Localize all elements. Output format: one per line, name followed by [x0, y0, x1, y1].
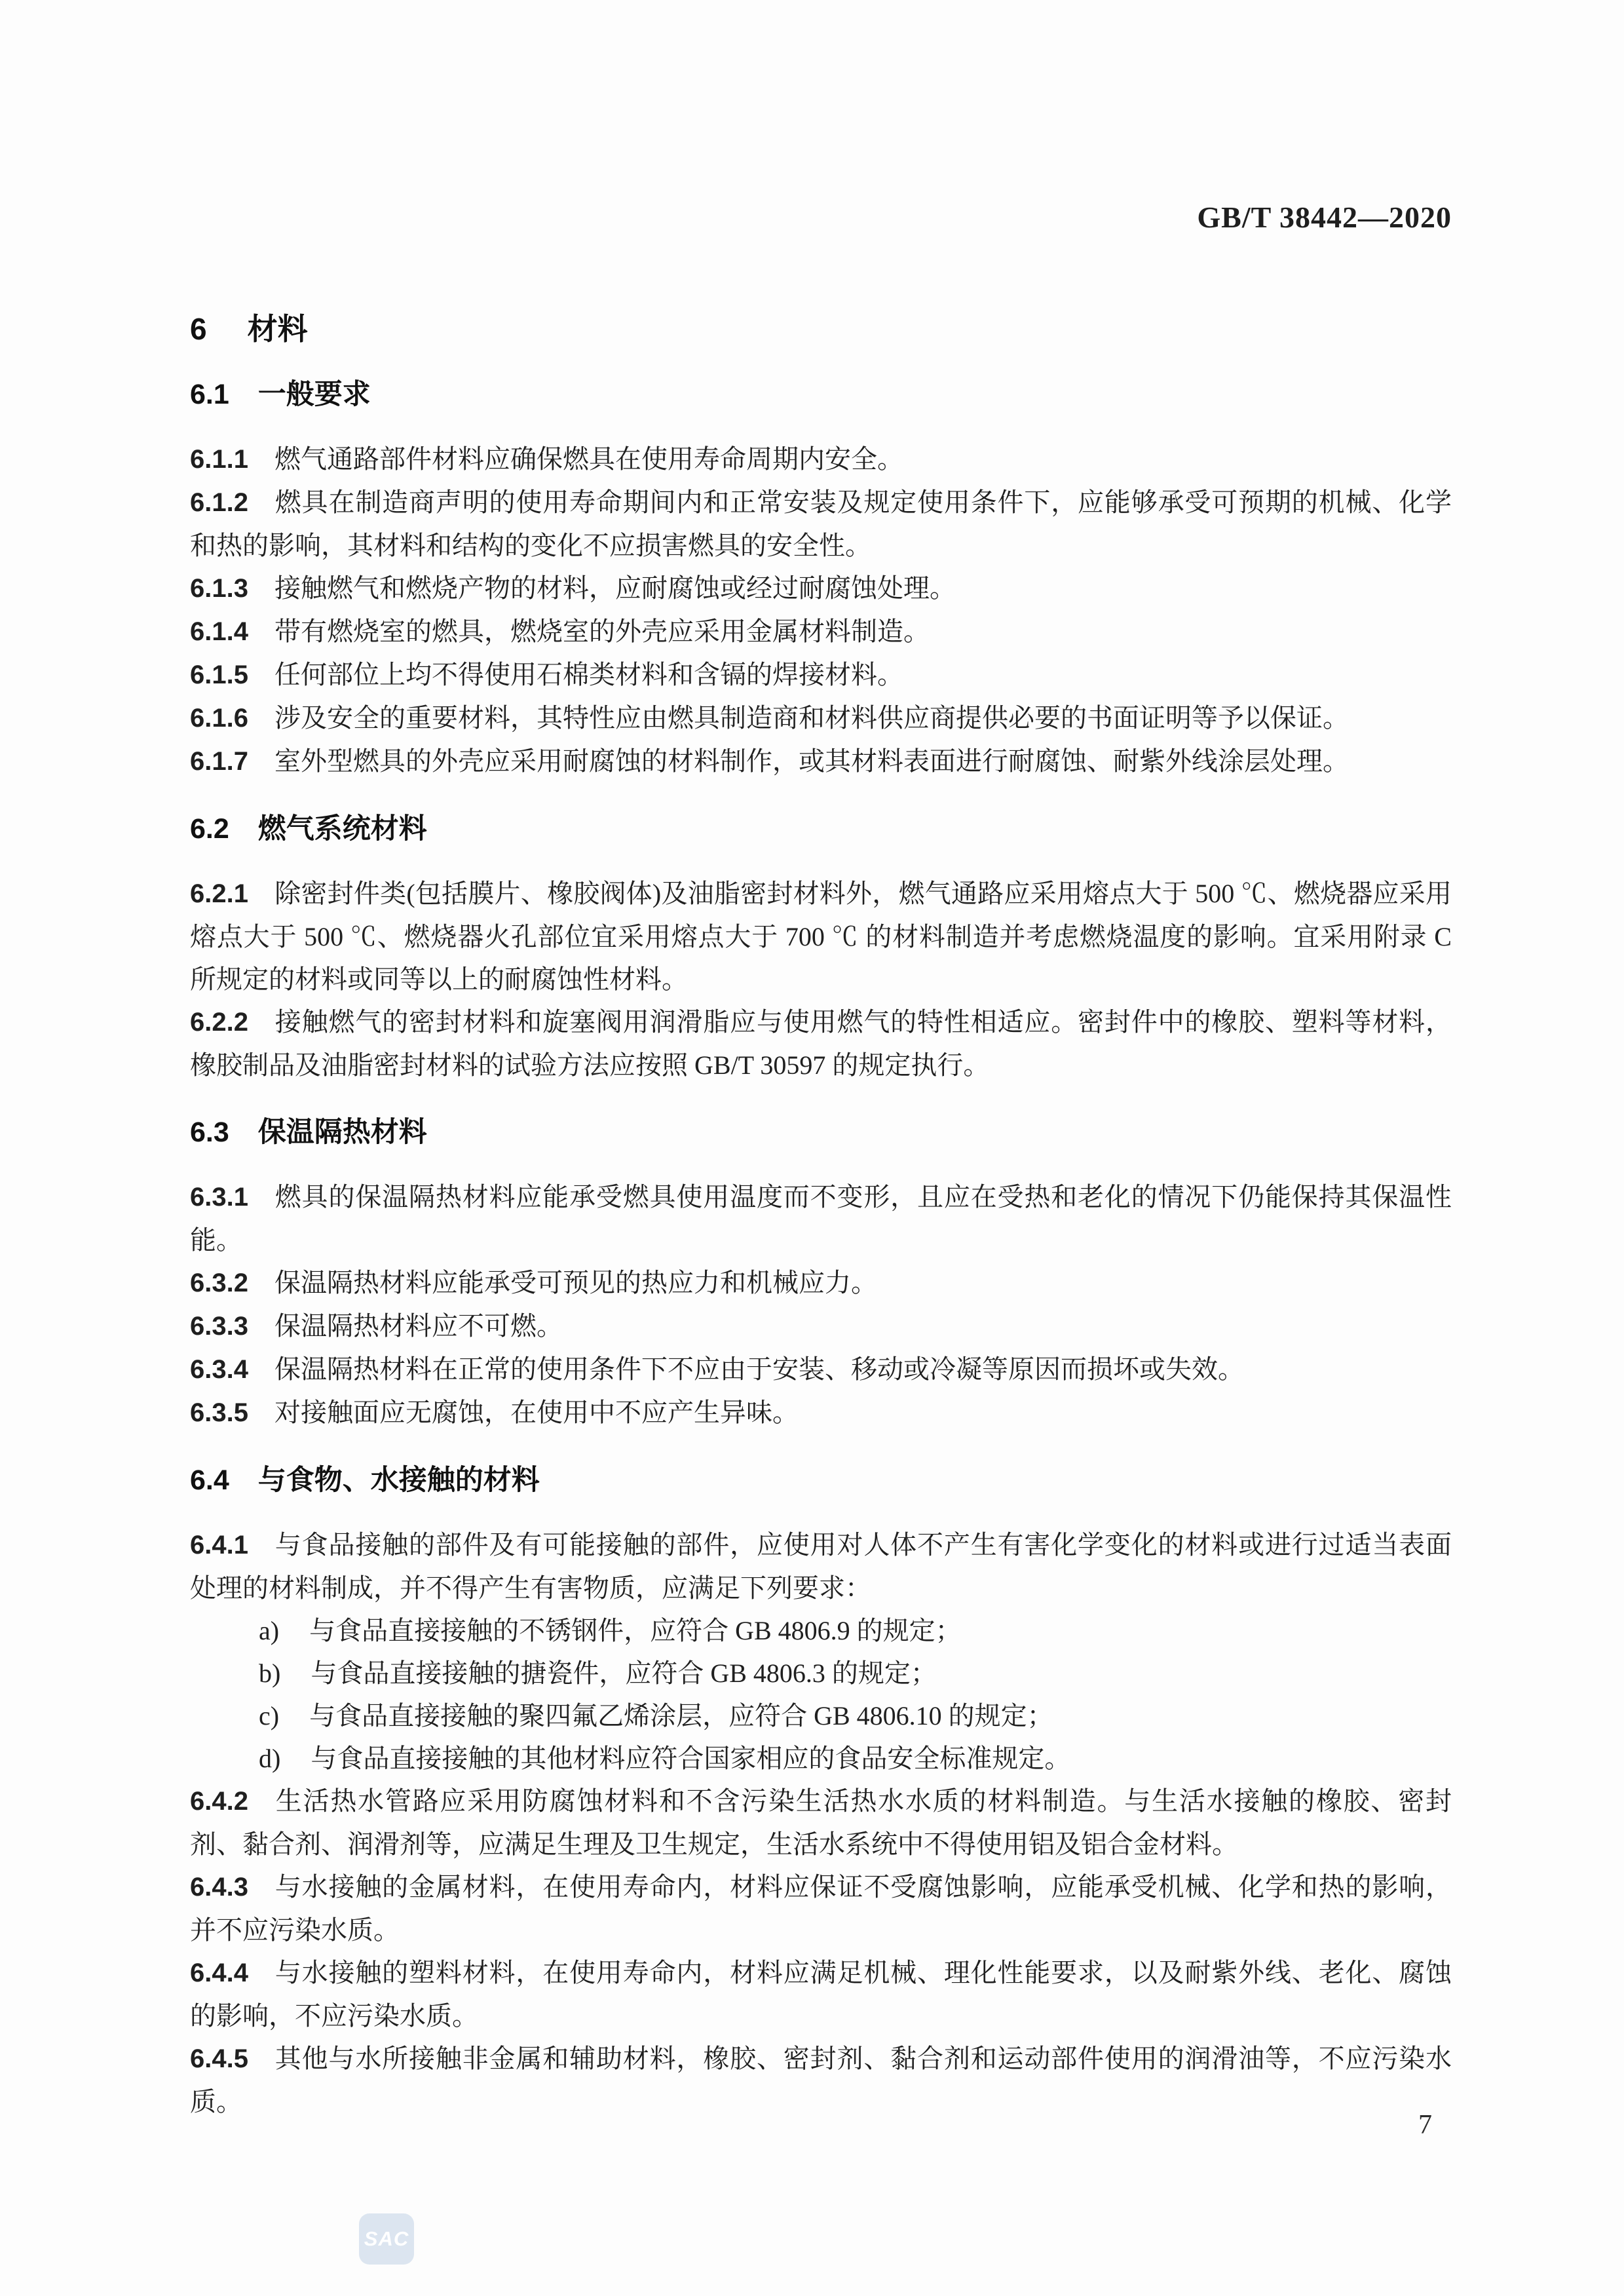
clause-6-4-4 [190, 1951, 1452, 2037]
chapter-heading [190, 309, 1452, 349]
clause-text: 保温隔热材料应能承受可预见的热应力和机械应力。 [274, 1268, 877, 1297]
list-item-d [190, 1737, 1452, 1780]
clause-6-1-5 [190, 653, 1452, 697]
clause-text: 对接触面应无腐蚀，在使用中不应产生异味。 [274, 1398, 799, 1427]
clause-text: 接触燃气和燃烧产物的材料，应耐腐蚀或经过耐腐蚀处理。 [274, 573, 956, 603]
clause-number: 6.3.5 [190, 1398, 248, 1427]
clause-text: 其他与水所接触非金属和辅助材料，橡胶、密封剂、黏合剂和运动部件使用的润滑油等，不应污染水质。 [190, 2044, 1452, 2116]
page-number: 7 [1418, 2110, 1432, 2140]
item-text: 与食品直接接触的不锈钢件，应符合 GB 4806.9 的规定； [309, 1616, 962, 1645]
clause-number: 6.4.1 [190, 1531, 248, 1559]
clause-number: 6.4.4 [190, 1959, 248, 1987]
clause-text: 生活热水管路应采用防腐蚀材料和不含污染生活热水水质的材料制造。与生活水接触的橡胶、密封剂、黏合剂、润滑剂等，应满足生理及卫生规定，生活水系统中不得使用铝及铝合金材料。 [190, 1786, 1452, 1859]
item-text: 与食品直接接触的搪瓷件，应符合 GB 4806.3 的规定； [311, 1658, 937, 1688]
section-heading-6-3 [190, 1113, 1452, 1152]
section-title: 保温隔热材料 [257, 1117, 427, 1148]
running-header [190, 201, 1452, 235]
page-content [190, 309, 1452, 2123]
clause-6-1-4 [190, 610, 1452, 653]
item-letter: b) [259, 1658, 281, 1688]
clause-number: 6.3.2 [190, 1269, 248, 1297]
clause-number: 6.4.3 [190, 1873, 248, 1902]
clause-text: 与食品接触的部件及有可能接触的部件，应使用对人体不产生有害化学变化的材料或进行过适当表面处理的材料制成，并不得产生有害物质，应满足下列要求： [190, 1530, 1452, 1603]
clause-text: 燃具在制造商声明的使用寿命期间内和正常安装及规定使用条件下，应能够承受可预期的机械、化学和热的影响，其材料和结构的变化不应损害燃具的安全性。 [190, 488, 1452, 560]
clause-text: 除密封件类(包括膜片、橡胶阀体)及油脂密封材料外，燃气通路应采用熔点大于 500 ℃、燃烧器应采用熔点大于 500 ℃、燃烧器火孔部位宜采用熔点大于 700 ℃ 的材料制造并考虑燃烧温度的影响。宜采用附录 C 所规定的材料或同等以上的耐腐蚀性材料。 [190, 879, 1452, 994]
item-letter: c) [259, 1701, 280, 1731]
clause-6-1-1 [190, 438, 1452, 481]
item-letter: d) [259, 1744, 281, 1773]
section-title: 一般要求 [257, 379, 371, 410]
clause-text: 燃气通路部件材料应确保燃具在使用寿命周期内安全。 [274, 444, 903, 474]
section-heading-6-1 [190, 375, 1452, 414]
clause-6-3-4 [190, 1348, 1452, 1391]
clause-6-2-2 [190, 1001, 1452, 1086]
clause-number: 6.3.3 [190, 1312, 248, 1341]
clause-6-3-2 [190, 1261, 1452, 1305]
clause-number: 6.1.5 [190, 660, 248, 689]
clause-text: 保温隔热材料在正常的使用条件下不应由于安装、移动或冷凝等原因而损坏或失效。 [274, 1354, 1244, 1384]
clause-number: 6.2.1 [190, 879, 248, 908]
item-text: 与食品直接接触的其他材料应符合国家相应的食品安全标准规定。 [311, 1744, 1071, 1773]
clause-6-4-1 [190, 1523, 1452, 1609]
sac-watermark-logo [359, 2213, 414, 2265]
clause-6-1-6 [190, 697, 1452, 740]
list-item-a [190, 1609, 1452, 1652]
clause-6-1-3 [190, 567, 1452, 610]
clause-6-3-1 [190, 1176, 1452, 1261]
clause-text: 接触燃气的密封材料和旋塞阀用润滑脂应与使用燃气的特性相适应。密封件中的橡胶、塑料等材料，橡胶制品及油脂密封材料的试验方法应按照 GB/T 30597 的规定执行。 [190, 1007, 1452, 1080]
clause-number: 6.1.6 [190, 704, 248, 733]
clause-number: 6.1.3 [190, 574, 248, 603]
item-letter: a) [259, 1616, 280, 1645]
clause-text: 保温隔热材料应不可燃。 [274, 1311, 563, 1341]
clause-number: 6.1.2 [190, 488, 248, 517]
chapter-title: 材料 [247, 312, 308, 346]
watermark-text: SAC [364, 2227, 409, 2250]
clause-6-1-2 [190, 481, 1452, 567]
clause-text: 与水接触的塑料材料，在使用寿命内，材料应满足机械、理化性能要求，以及耐紫外线、老化、腐蚀的影响，不应污染水质。 [190, 1958, 1452, 2031]
clause-6-1-7 [190, 740, 1452, 783]
section-title: 燃气系统材料 [257, 813, 427, 845]
clause-number: 6.4.5 [190, 2044, 248, 2073]
section-title: 与食物、水接触的材料 [257, 1464, 540, 1496]
clause-6-3-5 [190, 1391, 1452, 1434]
clause-number: 6.1.7 [190, 747, 248, 776]
clause-text: 带有燃烧室的燃具，燃烧室的外壳应采用金属材料制造。 [274, 617, 930, 646]
clause-number: 6.3.1 [190, 1183, 248, 1212]
clause-number: 6.3.4 [190, 1355, 248, 1384]
list-item-b [190, 1652, 1452, 1694]
clause-6-2-1 [190, 872, 1452, 1001]
clause-text: 涉及安全的重要材料，其特性应由燃具制造商和材料供应商提供必要的书面证明等予以保证。 [274, 703, 1349, 733]
section-number: 6.1 [190, 379, 229, 410]
clause-text: 任何部位上均不得使用石棉类材料和含镉的焊接材料。 [274, 660, 903, 689]
list-item-c [190, 1694, 1452, 1737]
clause-number: 6.2.2 [190, 1008, 248, 1037]
section-number: 6.2 [190, 813, 229, 845]
item-text: 与食品直接接触的聚四氟乙烯涂层，应符合 GB 4806.10 的规定； [309, 1701, 1053, 1731]
clause-6-4-3 [190, 1866, 1452, 1951]
section-number: 6.4 [190, 1464, 229, 1496]
clause-6-3-3 [190, 1305, 1452, 1348]
clause-number: 6.1.1 [190, 445, 248, 474]
section-number: 6.3 [190, 1117, 229, 1148]
clause-text: 室外型燃具的外壳应采用耐腐蚀的材料制作，或其材料表面进行耐腐蚀、耐紫外线涂层处理。 [274, 746, 1349, 776]
section-heading-6-2 [190, 809, 1452, 849]
clause-6-4-2 [190, 1780, 1452, 1866]
clause-number: 6.1.4 [190, 617, 248, 646]
chapter-number: 6 [190, 312, 207, 346]
clause-text: 与水接触的金属材料，在使用寿命内，材料应保证不受腐蚀影响，应能承受机械、化学和热的影响，并不应污染水质。 [190, 1872, 1452, 1945]
standard-number: GB/T 38442—2020 [1197, 201, 1452, 234]
section-heading-6-4 [190, 1461, 1452, 1500]
clause-text: 燃具的保温隔热材料应能承受燃具使用温度而不变形，且应在受热和老化的情况下仍能保持其保温性能。 [190, 1182, 1452, 1255]
clause-number: 6.4.2 [190, 1787, 248, 1816]
